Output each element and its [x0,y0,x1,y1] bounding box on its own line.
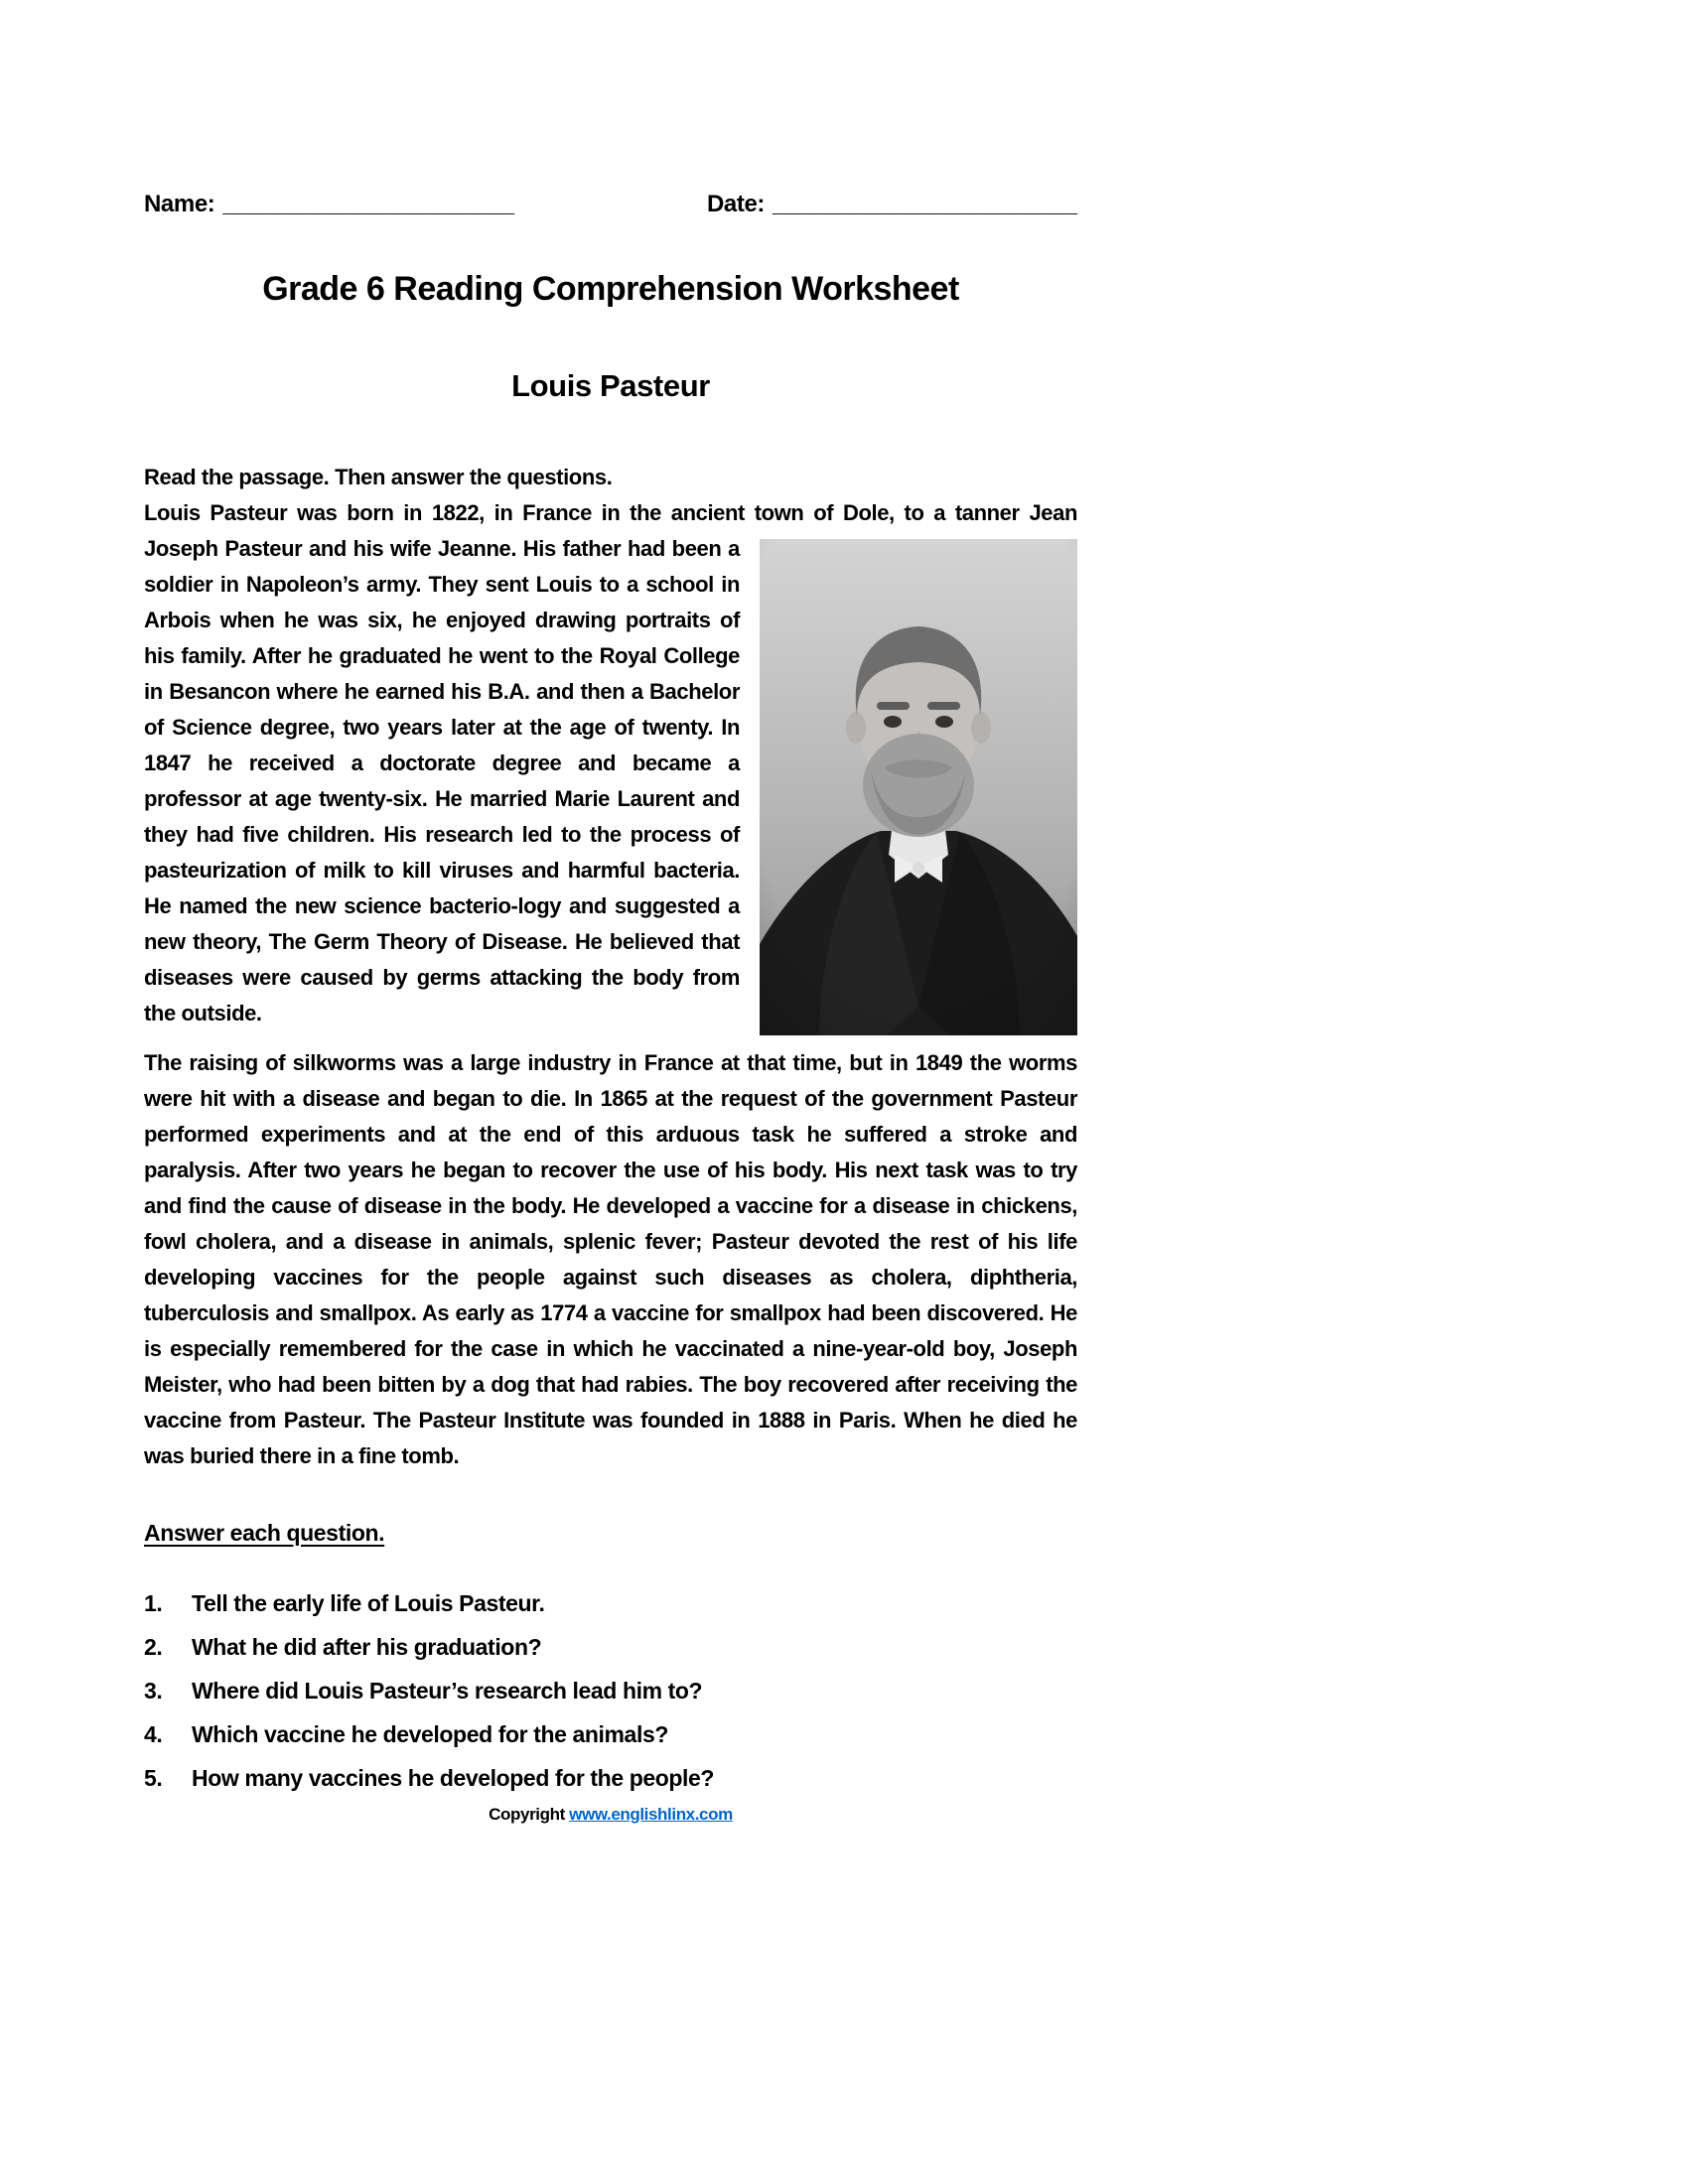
name-label: Name: [144,191,215,217]
passage-paragraph-1 [144,495,1077,1031]
answer-section-heading: Answer each question. [144,1520,385,1546]
question-item-3 [144,1674,1077,1707]
date-field [707,191,1077,218]
question-number: 4. [144,1721,163,1747]
passage-intro-text: Louis Pasteur was born in 1822, in France in the ancient town of Dole, to a tanner Jean Joseph Pasteur and his wife Jeanne. His father [144,500,1077,561]
name-date-row [144,191,1077,218]
passage-beside-image-text: had been a soldier in Napoleon’s army. They sent Louis to a school in Arbois when he was six, he enjoyed drawing portraits of his family. After he graduated he went to the Royal College in Besancon where he earned his B.A. and then a Bachelor of Science degree, two years later at the age of twenty. In 1847 he received a doctorate degree and became a professor at age twenty-six. He married Marie Laurent and they had five children. His research led to the process of pasteurization of milk to kill viruses and harmful bacteria. He named the new science bacterio-logy and suggested a new theory, The Germ Theory of Disease. He believed that diseases were caused by germs attacking the body from the outside. [144,536,740,1025]
louis-pasteur-portrait [760,539,1077,1035]
name-blank-line: ______________________ [222,191,515,217]
question-text: How many vaccines he developed for the people? [192,1765,715,1791]
name-field [144,191,514,218]
question-item-4 [144,1717,1077,1751]
question-number: 3. [144,1678,163,1704]
instruction-text: Read the passage. Then answer the questions. [144,465,613,489]
passage-paragraph-2: The raising of silkworms was a large industry in France at that time, but in 1849 the worms were hit with a disease and began to die. In 1865 at the request of the government Pasteur performed experiments and at the end of this arduous task he suffered a stroke and paralysis. After two years he began to recover the use of his body. His next task was to try and find the cause of disease in the body. He developed a vaccine for a disease in chickens, fowl cholera, and a disease in animals, splenic fever; Pasteur devoted the rest of his life developing vaccines for the people against such diseases as cholera, diphtheria, tuberculosis and smallpox. As early as 1774 a vaccine for smallpox had been discovered. He is especially remembered for the case in which he vaccinated a nine-year-old boy, Joseph Meister, who had been bitten by a dog that had rabies. The boy recovered after receiving the vaccine from Pasteur. The Pasteur Institute was founded in 1888 in Paris. When he died he was buried there in a fine tomb. [144,1050,1077,1468]
copyright-label: Copyright [489,1805,570,1824]
question-number: 1. [144,1590,163,1616]
passage-title: Louis Pasteur [511,368,710,403]
question-item-2 [144,1630,1077,1664]
worksheet-title: Grade 6 Reading Comprehension Worksheet [262,270,959,308]
question-number: 5. [144,1765,163,1791]
question-item-1 [144,1586,1077,1620]
question-text: Where did Louis Pasteur’s research lead him to? [192,1678,703,1704]
question-text: Tell the early life of Louis Pasteur. [192,1590,545,1616]
date-blank-line: _______________________ [773,191,1077,217]
question-list [144,1586,1077,1795]
question-item-5 [144,1761,1077,1795]
passage [144,495,1077,1474]
question-text: What he did after his graduation? [192,1634,542,1660]
question-number: 2. [144,1634,163,1660]
worksheet-content [144,191,1077,1825]
footer [144,1805,1077,1825]
date-label: Date: [706,191,765,217]
englishlinx-link[interactable]: www.englishlinx.com [569,1805,733,1824]
question-text: Which vaccine he developed for the animals? [192,1721,668,1747]
